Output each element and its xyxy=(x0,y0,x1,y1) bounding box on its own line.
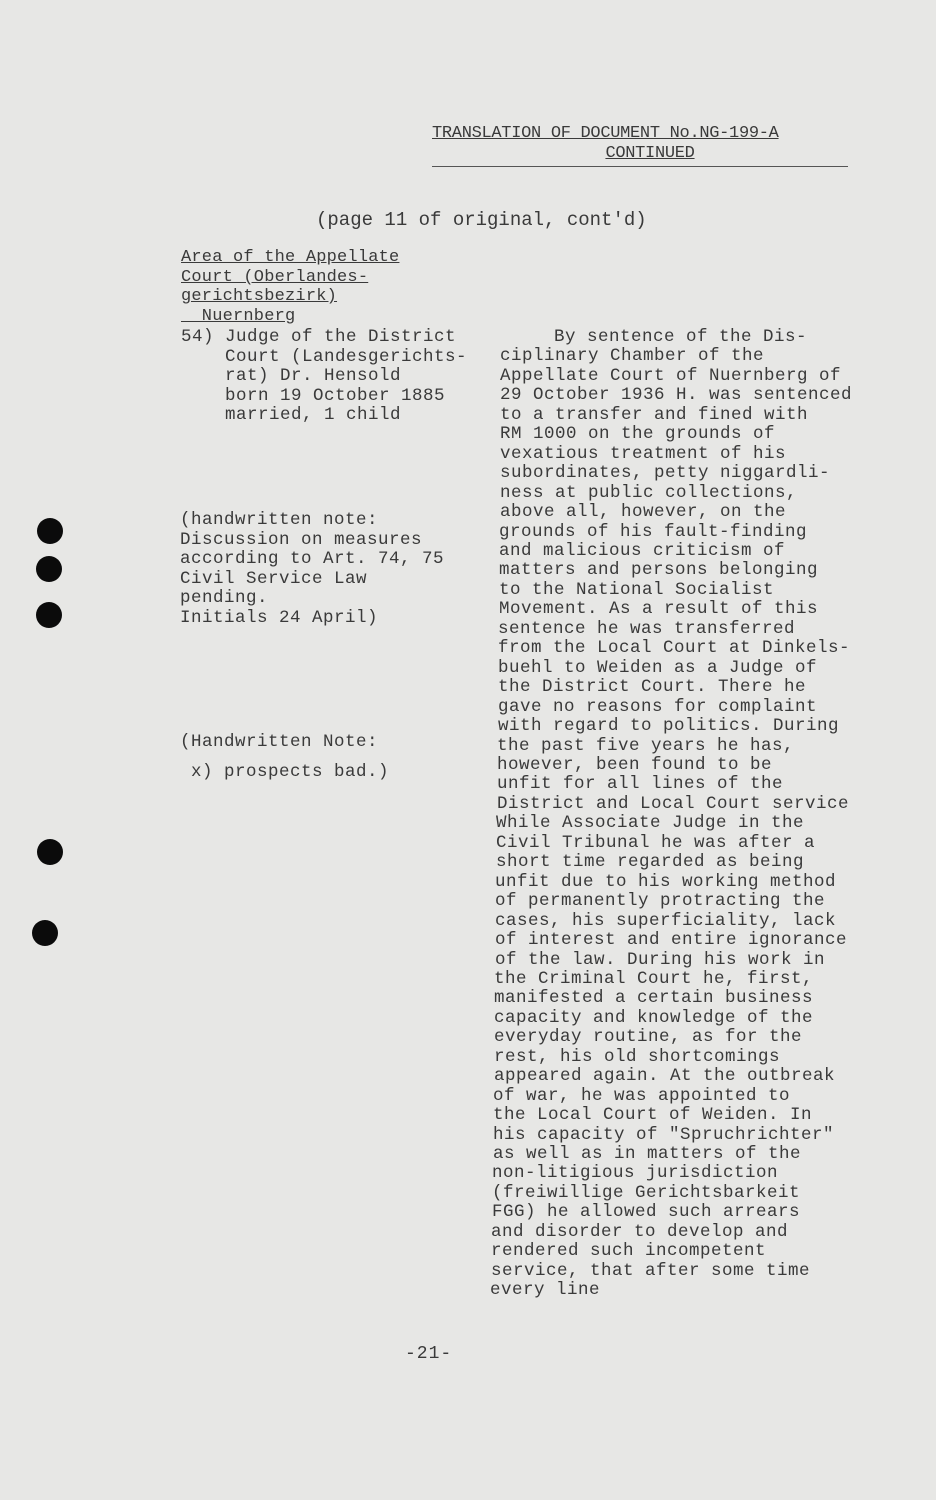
body-line: manifested a certain business xyxy=(494,988,814,1009)
body-line: and malicious criticism of xyxy=(499,540,786,561)
body-line: service, that after some time xyxy=(491,1260,811,1281)
punch-hole xyxy=(37,839,63,865)
area-heading xyxy=(181,248,399,326)
body-line: short time regarded as being xyxy=(496,852,805,873)
note-line: x) prospects bad.) xyxy=(180,762,390,782)
area-line: gerichtsbezirk) xyxy=(181,287,338,307)
body-line: his capacity of "Spruchrichter" xyxy=(493,1124,835,1145)
note-line: Initials 24 April) xyxy=(180,607,379,628)
body-line: rendered such incompetent xyxy=(491,1241,767,1262)
header-rule xyxy=(432,166,848,167)
body-line: capacity and knowledge of the xyxy=(494,1007,814,1028)
body-line: of war, he was appointed to xyxy=(493,1085,791,1106)
body-line: of interest and entire ignorance xyxy=(495,930,848,951)
body-line: the Criminal Court he, first, xyxy=(494,968,814,989)
note-line: pending. xyxy=(180,588,269,609)
body-line: from the Local Court at Dinkels- xyxy=(498,638,851,659)
body-text xyxy=(490,328,890,1301)
body-line: matters and persons belonging xyxy=(499,560,819,581)
body-line: grounds of his fault-finding xyxy=(499,521,808,542)
body-line: While Associate Judge in the xyxy=(496,813,805,834)
entry-line: 54) Judge of the District xyxy=(181,327,457,347)
note-line: (Handwritten Note: xyxy=(180,732,379,752)
document-title: TRANSLATION OF DOCUMENT No.NG-199-A xyxy=(432,124,779,143)
note-line: Civil Service Law xyxy=(180,568,368,589)
note-line: according to Art. 74, 75 xyxy=(180,549,445,570)
body-line: unfit due to his working method xyxy=(495,871,837,892)
area-line: Area of the Appellate xyxy=(181,248,400,267)
body-line: unfit for all lines of the xyxy=(497,774,784,795)
body-line: and disorder to develop and xyxy=(491,1221,789,1242)
entry-block xyxy=(181,328,481,426)
punch-hole xyxy=(36,556,62,582)
body-line: (freiwillige Gerichtsbarkeit xyxy=(492,1182,801,1203)
body-line: ness at public collections, xyxy=(500,482,798,503)
page-number: -21- xyxy=(405,1344,453,1364)
body-line: District and Local Court service xyxy=(497,793,850,814)
body-line: appeared again. At the outbreak xyxy=(494,1066,836,1087)
handwritten-note-1 xyxy=(180,511,444,629)
body-line: ciplinary Chamber of the xyxy=(500,346,765,367)
body-line: everyday routine, as for the xyxy=(494,1027,803,1048)
handwritten-note-2 xyxy=(180,727,389,787)
entry-line: born 19 October 1885 xyxy=(181,385,446,406)
body-line: vexatious treatment of his xyxy=(500,443,787,464)
body-line: the District Court. There he xyxy=(498,677,807,698)
body-line: cases, his superficiality, lack xyxy=(495,910,837,931)
body-line: of permanently protracting the xyxy=(495,891,826,912)
body-line: every line xyxy=(490,1280,601,1301)
body-line: however, been found to be xyxy=(497,754,773,775)
note-line: Discussion on measures xyxy=(180,529,423,550)
body-line: sentence he was transferred xyxy=(498,618,796,639)
punch-hole xyxy=(37,518,63,544)
document-header xyxy=(432,124,848,167)
body-line: the Local Court of Weiden. In xyxy=(493,1105,813,1126)
body-line: of the law. During his work in xyxy=(495,949,826,970)
body-line: buehl to Weiden as a Judge of xyxy=(498,657,818,678)
body-line: with regard to politics. During xyxy=(498,716,840,737)
body-line: to a transfer and fined with xyxy=(500,404,809,425)
body-line: Appellate Court of Nuernberg of xyxy=(500,365,842,386)
body-line: rest, his old shortcomings xyxy=(494,1046,781,1067)
body-line: above all, however, on the xyxy=(500,502,787,523)
document-subtitle: CONTINUED xyxy=(605,144,695,163)
area-line: Court (Oberlandes- xyxy=(181,267,369,287)
body-line: FGG) he allowed such arrears xyxy=(492,1202,801,1223)
punch-hole xyxy=(36,602,62,628)
entry-line: Court (Landesgerichts- xyxy=(181,346,468,367)
note-line: (handwritten note: xyxy=(180,510,379,530)
entry-line: married, 1 child xyxy=(181,405,402,426)
body-line: as well as in matters of the xyxy=(493,1144,802,1165)
body-line: non-litigious jurisdiction xyxy=(492,1163,779,1184)
body-line: Civil Tribunal he was after a xyxy=(496,832,816,853)
body-line: Movement. As a result of this xyxy=(499,599,819,620)
entry-line: rat) Dr. Hensold xyxy=(181,366,402,387)
page-reference: (page 11 of original, cont'd) xyxy=(316,209,647,231)
body-line: to the National Socialist xyxy=(499,579,775,600)
area-line: Nuernberg xyxy=(181,306,296,326)
body-line: RM 1000 on the grounds of xyxy=(500,424,776,445)
body-line: 29 October 1936 H. was sentenced xyxy=(500,385,853,406)
body-line: subordinates, petty niggardli- xyxy=(500,463,831,484)
body-line: By sentence of the Dis- xyxy=(510,327,808,347)
body-line: the past five years he has, xyxy=(497,735,795,756)
body-line: gave no reasons for complaint xyxy=(498,696,818,717)
punch-hole xyxy=(32,920,58,946)
